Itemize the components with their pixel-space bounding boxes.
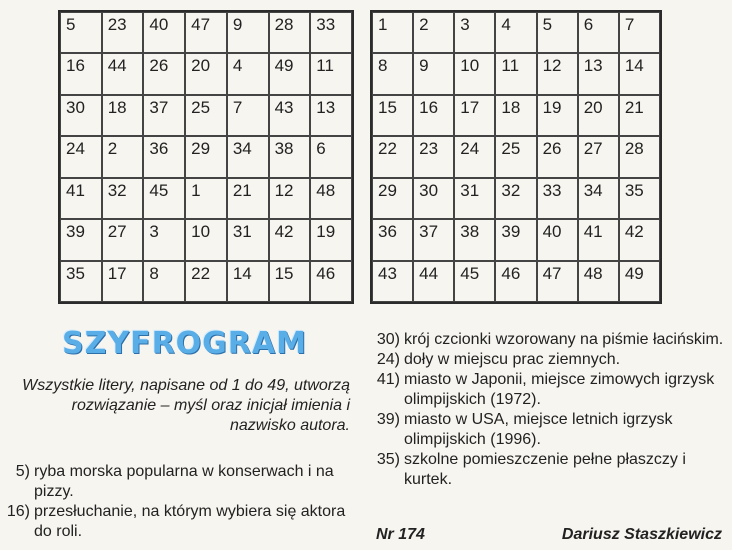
grid-cell: 24 bbox=[60, 136, 102, 177]
grid-cell: 35 bbox=[60, 261, 102, 302]
clue-item bbox=[374, 330, 730, 350]
grid-cell: 23 bbox=[413, 136, 454, 177]
grid-cell: 22 bbox=[372, 136, 413, 177]
grid-cell: 14 bbox=[619, 53, 660, 94]
grid-cell: 3 bbox=[454, 12, 495, 53]
grid-cell: 20 bbox=[578, 95, 619, 136]
grid-cell: 18 bbox=[495, 95, 536, 136]
grid-cell: 44 bbox=[413, 261, 454, 302]
grid-cell: 36 bbox=[372, 219, 413, 260]
grid-cell: 1 bbox=[185, 178, 227, 219]
clue-item bbox=[4, 462, 354, 502]
clue-number: 30) bbox=[376, 331, 400, 348]
author-name: Dariusz Staszkiewicz bbox=[561, 526, 722, 543]
grid-cell: 47 bbox=[185, 12, 227, 53]
clue-item bbox=[4, 502, 354, 542]
grid-cell: 46 bbox=[495, 261, 536, 302]
grid-cell: 32 bbox=[102, 178, 144, 219]
grid-cell: 27 bbox=[578, 136, 619, 177]
grid-cell: 47 bbox=[537, 261, 578, 302]
grid-cell: 14 bbox=[227, 261, 269, 302]
clue-text: ryba morska popularna w konserwach i na pizzy. bbox=[34, 463, 334, 500]
clue-text: miasto w USA, miejsce letnich igrzysk olimpijskich (1996). bbox=[404, 411, 673, 448]
grid-cell: 17 bbox=[102, 261, 144, 302]
grid-cell: 17 bbox=[454, 95, 495, 136]
grid-cell: 31 bbox=[454, 178, 495, 219]
clue-list-right bbox=[374, 330, 730, 490]
grid-cell: 33 bbox=[310, 12, 352, 53]
grid-cell: 15 bbox=[269, 261, 311, 302]
grid-cell: 44 bbox=[102, 53, 144, 94]
grid-cell: 6 bbox=[578, 12, 619, 53]
grid-cell: 11 bbox=[310, 53, 352, 94]
clue-item bbox=[374, 450, 730, 490]
grid-cell: 24 bbox=[454, 136, 495, 177]
grid-cell: 12 bbox=[537, 53, 578, 94]
clue-item bbox=[374, 350, 730, 370]
grid-cell: 3 bbox=[143, 219, 185, 260]
clue-text: krój czcionki wzorowany na piśmie łacińskim. bbox=[404, 331, 724, 348]
clue-list-left bbox=[4, 462, 354, 542]
grid-cell: 48 bbox=[310, 178, 352, 219]
number-grid bbox=[370, 10, 662, 304]
grid-cell: 37 bbox=[413, 219, 454, 260]
grid-cell: 49 bbox=[619, 261, 660, 302]
grid-cell: 32 bbox=[495, 178, 536, 219]
grid-cell: 26 bbox=[537, 136, 578, 177]
clue-number: 5) bbox=[15, 463, 30, 480]
cipher-grid bbox=[58, 10, 354, 304]
grid-cell: 5 bbox=[537, 12, 578, 53]
grid-cell: 7 bbox=[227, 95, 269, 136]
grid-cell: 16 bbox=[60, 53, 102, 94]
grid-cell: 13 bbox=[310, 95, 352, 136]
clue-number: 24) bbox=[376, 351, 400, 368]
grid-cell: 34 bbox=[578, 178, 619, 219]
grid-cell: 30 bbox=[60, 95, 102, 136]
grid-cell: 4 bbox=[495, 12, 536, 53]
grid-cell: 41 bbox=[60, 178, 102, 219]
issue-number: Nr 174 bbox=[376, 526, 425, 543]
clue-text: miasto w Japonii, miejsce zimowych igrzysk olimpijskich (1972). bbox=[404, 371, 715, 408]
clue-number: 35) bbox=[376, 451, 400, 468]
grid-cell: 22 bbox=[185, 261, 227, 302]
puzzle-title: SZYFROGRAM bbox=[62, 326, 307, 361]
grid-cell: 37 bbox=[143, 95, 185, 136]
grid-cell: 11 bbox=[495, 53, 536, 94]
grid-cell: 10 bbox=[185, 219, 227, 260]
grid-cell: 48 bbox=[578, 261, 619, 302]
clue-item bbox=[374, 370, 730, 410]
grid-cell: 19 bbox=[310, 219, 352, 260]
grid-cell: 38 bbox=[454, 219, 495, 260]
clue-number: 41) bbox=[376, 371, 400, 388]
grid-cell: 25 bbox=[495, 136, 536, 177]
grid-cell: 28 bbox=[269, 12, 311, 53]
grid-cell: 43 bbox=[372, 261, 413, 302]
grid-cell: 19 bbox=[537, 95, 578, 136]
grid-cell: 42 bbox=[619, 219, 660, 260]
clue-text: doły w miejscu prac ziemnych. bbox=[404, 351, 621, 368]
grid-cell: 9 bbox=[413, 53, 454, 94]
grid-cell: 41 bbox=[578, 219, 619, 260]
grid-cell: 27 bbox=[102, 219, 144, 260]
clue-text: szkolne pomieszczenie pełne płaszczy i kurtek. bbox=[404, 451, 686, 488]
grid-cell: 20 bbox=[185, 53, 227, 94]
clue-text: przesłuchanie, na którym wybiera się aktora do roli. bbox=[34, 503, 346, 540]
puzzle-instructions: Wszystkie litery, napisane od 1 do 49, utworzą rozwiązanie – myśl oraz inicjał imienia i nazwisko autora. bbox=[22, 377, 350, 434]
grid-cell: 4 bbox=[227, 53, 269, 94]
grid-cell: 10 bbox=[454, 53, 495, 94]
grid-cell: 15 bbox=[372, 95, 413, 136]
grid-cell: 28 bbox=[619, 136, 660, 177]
grid-cell: 39 bbox=[60, 219, 102, 260]
grid-cell: 21 bbox=[619, 95, 660, 136]
grid-cell: 26 bbox=[143, 53, 185, 94]
grid-cell: 13 bbox=[578, 53, 619, 94]
grid-cell: 45 bbox=[454, 261, 495, 302]
grid-cell: 29 bbox=[372, 178, 413, 219]
grid-cell: 7 bbox=[619, 12, 660, 53]
grid-cell: 40 bbox=[143, 12, 185, 53]
grid-cell: 25 bbox=[185, 95, 227, 136]
grid-cell: 39 bbox=[495, 219, 536, 260]
grid-cell: 46 bbox=[310, 261, 352, 302]
grid-cell: 2 bbox=[102, 136, 144, 177]
grid-cell: 5 bbox=[60, 12, 102, 53]
grid-cell: 2 bbox=[413, 12, 454, 53]
grid-cell: 31 bbox=[227, 219, 269, 260]
grid-cell: 16 bbox=[413, 95, 454, 136]
grid-cell: 18 bbox=[102, 95, 144, 136]
grid-cell: 33 bbox=[537, 178, 578, 219]
grid-cell: 36 bbox=[143, 136, 185, 177]
grid-cell: 40 bbox=[537, 219, 578, 260]
grid-cell: 29 bbox=[185, 136, 227, 177]
grid-cell: 8 bbox=[372, 53, 413, 94]
grid-cell: 6 bbox=[310, 136, 352, 177]
clue-item bbox=[374, 410, 730, 450]
grid-cell: 30 bbox=[413, 178, 454, 219]
grid-cell: 49 bbox=[269, 53, 311, 94]
grid-cell: 42 bbox=[269, 219, 311, 260]
grid-cell: 21 bbox=[227, 178, 269, 219]
grid-cell: 9 bbox=[227, 12, 269, 53]
grid-cell: 1 bbox=[372, 12, 413, 53]
grid-cell: 45 bbox=[143, 178, 185, 219]
grid-cell: 38 bbox=[269, 136, 311, 177]
grid-cell: 35 bbox=[619, 178, 660, 219]
clue-number: 39) bbox=[376, 411, 400, 428]
grid-cell: 8 bbox=[143, 261, 185, 302]
clue-number: 16) bbox=[6, 503, 30, 520]
grid-cell: 34 bbox=[227, 136, 269, 177]
grid-cell: 43 bbox=[269, 95, 311, 136]
grid-cell: 12 bbox=[269, 178, 311, 219]
grid-cell: 23 bbox=[102, 12, 144, 53]
